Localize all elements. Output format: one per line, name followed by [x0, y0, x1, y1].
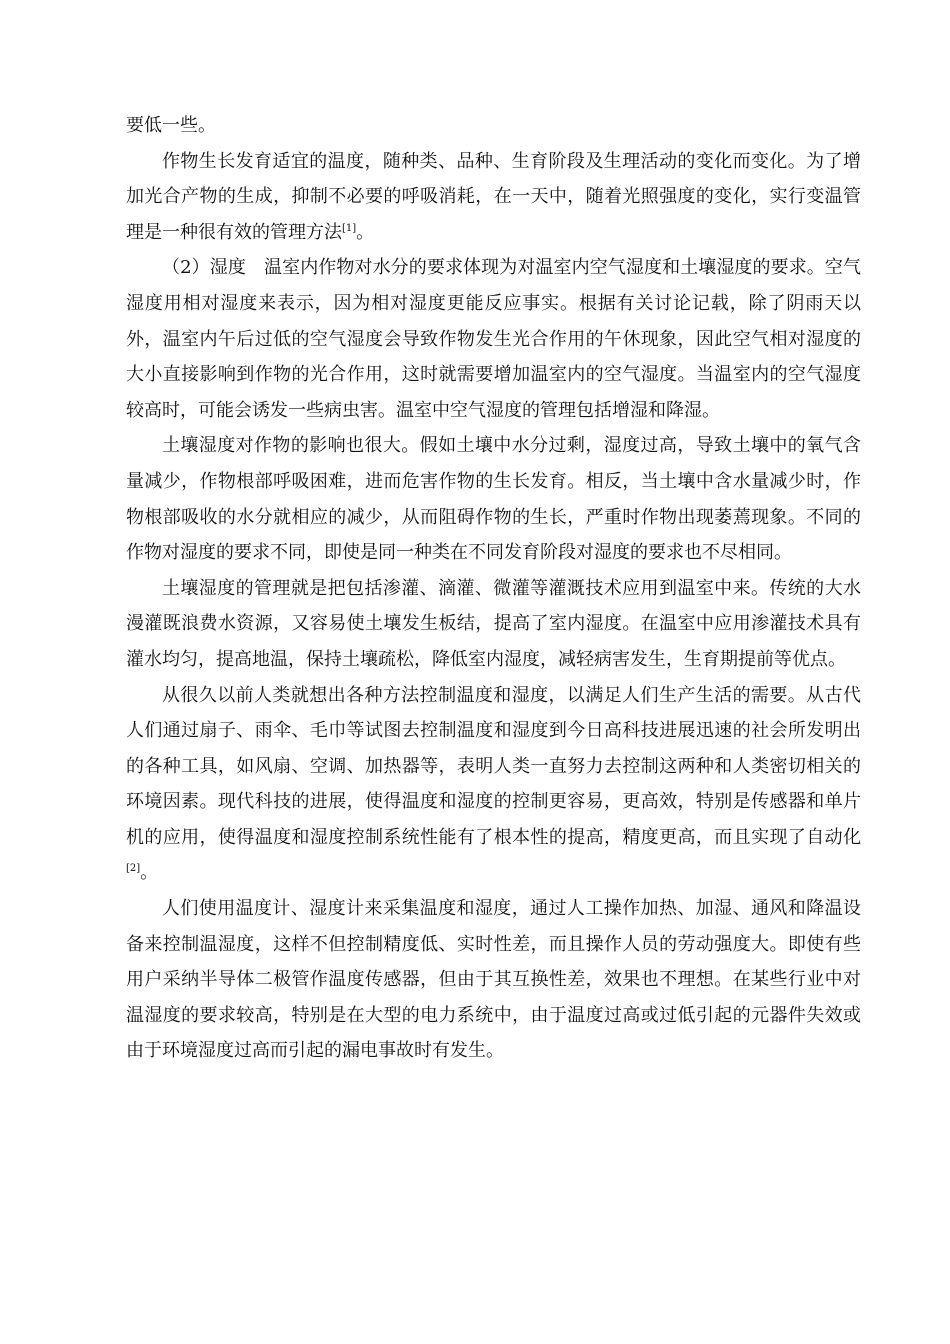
citation-ref: [2]: [126, 863, 141, 875]
paragraph-text: 要低一些。: [126, 115, 216, 136]
paragraph-tail: 。: [140, 862, 159, 884]
paragraph-text: 作物生长发育适宜的温度，随种类、品种、生育阶段及生理活动的变化而变化。为了增加光合产物的生成，抑制不必要的呼吸消耗，在一天中，随着光照强度的变化，实行变温管理是一种很有效的管理方法: [126, 150, 861, 243]
paragraph-5: [126, 571, 861, 678]
paragraph-1: [126, 108, 861, 144]
paragraph-text: 土壤湿度对作物的影响也很大。假如土壤中水分过剩，湿度过高，导致土壤中的氧气含量减少，作物根部呼吸困难，进而危害作物的生长发育。相反，当土壤中含水量减少时，作物根部吸收的水分就相应的减少，从而阻碍作物的生长，严重时作物出现萎蔫现象。不同的作物对湿度的要求不同，即使是同一种类在不同发育阶段对湿度的要求也不尽相同。: [126, 435, 861, 564]
paragraph-6: [126, 678, 861, 892]
document-body: [126, 108, 861, 1069]
paragraph-text: （2）湿度 温室内作物对水分的要求体现为对温室内空气湿度和土壤湿度的要求。空气湿度用相对湿度来表示，因为相对湿度更能反应事实。根据有关讨论记载，除了阴雨天以外，温室内午后过低的空气湿度会导致作物发生光合作用的午休现象，因此空气相对湿度的大小直接影响到作物的光合作用，这时就需要增加温室内的空气湿度。当温室内的空气湿度较高时，可能会诱发一些病虫害。温室中空气湿度的管理包括增湿和降湿。: [126, 257, 861, 421]
paragraph-7: [126, 891, 861, 1069]
paragraph-tail: 。: [356, 221, 375, 243]
citation-ref: [1]: [342, 222, 357, 234]
paragraph-3: [126, 250, 861, 428]
paragraph-text: 人们使用温度计、湿度计来采集温度和湿度，通过人工操作加热、加湿、通风和降温设备来控制温湿度，这样不但控制精度低、实时性差，而且操作人员的劳动强度大。即使有些用户采纳半导体二极管作温度传感器，但由于其互换性差，效果也不理想。在某些行业中对温湿度的要求较高，特别是在大型的电力系统中，由于温度过高或过低引起的元器件失效或由于环境湿度过高而引起的漏电事故时有发生。: [126, 898, 861, 1062]
paragraph-4: [126, 428, 861, 570]
paragraph-text: 从很久以前人类就想出各种方法控制温度和湿度，以满足人们生产生活的需要。从古代人们通过扇子、雨伞、毛巾等试图去控制温度和湿度到今日高科技进展迅速的社会所发明出的各种工具，如风扇、空调、加热器等，表明人类一直努力去控制这两种和人类密切相关的环境因素。现代科技的进展，使得温度和湿度的控制更容易，更高效，特别是传感器和单片机的应用，使得温度和湿度控制系统性能有了根本性的提高，精度更高，而且实现了自动化: [126, 684, 861, 848]
paragraph-2: [126, 144, 861, 251]
paragraph-text: 土壤湿度的管理就是把包括渗灌、滴灌、微灌等灌溉技术应用到温室中来。传统的大水漫灌既浪费水资源，又容易使土壤发生板结，提高了室内湿度。在温室中应用渗灌技术具有灌水均匀，提高地温，保持土壤疏松，降低室内湿度，减轻病害发生，生育期提前等优点。: [126, 577, 861, 670]
